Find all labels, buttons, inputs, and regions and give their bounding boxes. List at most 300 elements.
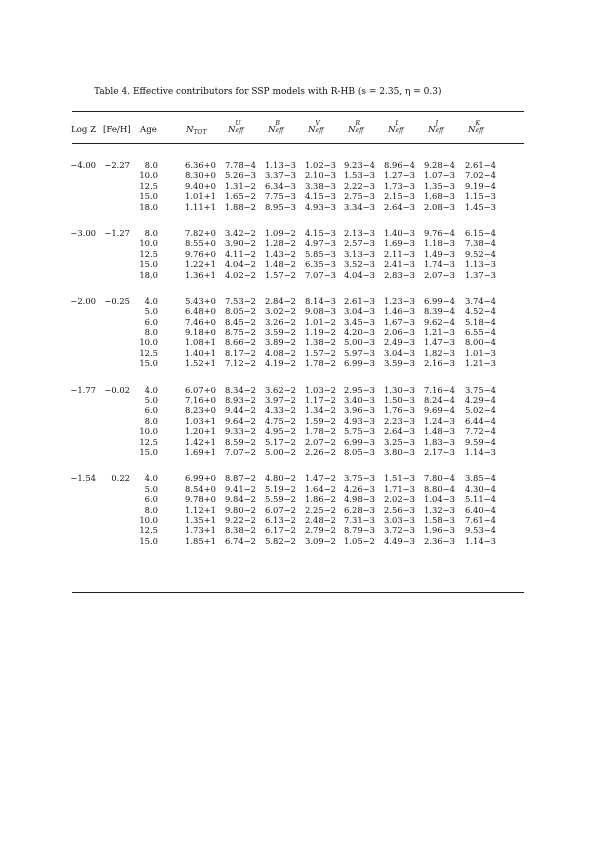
header-neff-sup: V	[315, 120, 320, 127]
table-row	[0, 202, 596, 212]
age-cell: 4.0	[144, 473, 158, 484]
neff-cell: 1.27−3	[384, 170, 415, 181]
ntot-cell: 1.35+1	[185, 514, 216, 525]
table-row	[0, 505, 596, 515]
neff-cell: 3.90−2	[225, 238, 256, 249]
feh-cell: −1.27	[104, 227, 130, 238]
header-neff-base: N	[348, 125, 356, 135]
neff-cell: 9.53−4	[465, 525, 496, 536]
neff-cell: 1.51−3	[384, 473, 415, 484]
ntot-cell: 5.43+0	[185, 295, 216, 306]
table-body	[0, 160, 596, 546]
neff-cell: 5.00−3	[344, 337, 375, 348]
header-neff-0	[228, 120, 244, 135]
ntot-cell: 8.30+0	[185, 170, 216, 181]
neff-cell: 7.16−4	[424, 384, 455, 395]
ntot-cell: 1.03+1	[185, 415, 216, 426]
table-row	[0, 317, 596, 327]
neff-cell: 2.75−3	[344, 191, 375, 202]
feh-cell: −2.27	[104, 160, 130, 170]
neff-cell: 3.03−3	[384, 514, 415, 525]
neff-cell: 6.15−4	[465, 227, 496, 238]
neff-cell: 2.84−2	[265, 295, 296, 306]
neff-cell: 2.15−3	[384, 191, 415, 202]
neff-cell: 2.06−3	[384, 327, 415, 338]
neff-cell: 1.78−2	[305, 358, 336, 369]
neff-cell: 2.83−3	[384, 269, 415, 280]
neff-cell: 7.75−3	[265, 191, 296, 202]
age-cell: 15.0	[139, 191, 158, 202]
neff-cell: 8.87−2	[225, 473, 256, 484]
neff-cell: 9.41−2	[225, 483, 256, 494]
table-row	[0, 405, 596, 415]
age-cell: 5.0	[144, 483, 158, 494]
table-row	[0, 484, 596, 494]
neff-cell: 9.80−2	[225, 504, 256, 515]
neff-cell: 8.00−4	[465, 337, 496, 348]
neff-cell: 9.23−4	[344, 160, 375, 170]
ntot-cell: 1.42+1	[185, 436, 216, 447]
logz-cell: −3.00	[70, 227, 96, 238]
neff-cell: 1.09−2	[265, 227, 296, 238]
neff-cell: 9.84−2	[225, 494, 256, 505]
neff-cell: 6.44−4	[465, 415, 496, 426]
neff-cell: 8.34−2	[225, 384, 256, 395]
header-neff-base: N	[228, 125, 236, 135]
neff-cell: 3.74−4	[465, 295, 496, 306]
neff-cell: 7.12−2	[225, 358, 256, 369]
header-neff-sub: eff	[435, 127, 444, 134]
neff-cell: 1.40−3	[384, 227, 415, 238]
neff-cell: 7.07−2	[225, 446, 256, 457]
age-cell: 5.0	[144, 306, 158, 317]
neff-cell: 8.17−2	[225, 347, 256, 358]
neff-cell: 4.75−2	[265, 415, 296, 426]
header-neff-sup: J	[435, 120, 438, 127]
logz-cell: −4.00	[70, 160, 96, 170]
table-row	[0, 270, 596, 280]
neff-cell: 1.83−3	[424, 436, 455, 447]
neff-cell: 8.66−2	[225, 337, 256, 348]
neff-cell: 3.72−3	[384, 525, 415, 536]
neff-cell: 1.18−3	[424, 238, 455, 249]
neff-cell: 9.64−2	[225, 415, 256, 426]
neff-cell: 2.02−3	[384, 494, 415, 505]
table-group	[0, 296, 596, 369]
header-neff-sub: eff	[235, 127, 244, 134]
neff-cell: 7.07−3	[305, 269, 336, 280]
neff-cell: 8.39−4	[424, 306, 455, 317]
neff-cell: 3.40−3	[344, 395, 375, 406]
neff-cell: 4.80−2	[265, 473, 296, 484]
age-cell: 10.0	[139, 426, 158, 437]
neff-cell: 1.69−3	[384, 238, 415, 249]
neff-cell: 2.13−3	[344, 227, 375, 238]
neff-cell: 9.28−4	[424, 160, 455, 170]
ntot-cell: 1.69+1	[185, 446, 216, 457]
neff-cell: 1.19−2	[305, 327, 336, 338]
neff-cell: 9.52−4	[465, 248, 496, 259]
neff-cell: 2.17−3	[424, 446, 455, 457]
neff-cell: 1.76−3	[384, 405, 415, 416]
neff-cell: 2.48−2	[305, 514, 336, 525]
bottom-rule	[72, 592, 524, 593]
neff-cell: 6.17−2	[265, 525, 296, 536]
neff-cell: 1.23−3	[384, 295, 415, 306]
neff-cell: 9.69−4	[424, 405, 455, 416]
neff-cell: 6.74−2	[225, 535, 256, 546]
table-row	[0, 249, 596, 259]
neff-cell: 1.45−3	[465, 201, 496, 212]
age-cell: 6.0	[144, 494, 158, 505]
header-neff-sub: eff	[475, 127, 484, 134]
neff-cell: 4.11−2	[225, 248, 256, 259]
ntot-cell: 6.99+0	[185, 473, 216, 484]
table-row	[0, 306, 596, 316]
neff-cell: 1.67−3	[384, 316, 415, 327]
header-feh: [Fe/H]	[103, 125, 131, 135]
table-group	[0, 385, 596, 458]
neff-cell: 8.38−2	[225, 525, 256, 536]
neff-cell: 1.05−2	[344, 535, 375, 546]
table-row	[0, 473, 596, 483]
ntot-cell: 6.36+0	[185, 160, 216, 170]
neff-cell: 7.61−4	[465, 514, 496, 525]
table-row	[0, 327, 596, 337]
neff-cell: 1.17−2	[305, 395, 336, 406]
neff-cell: 1.64−2	[305, 483, 336, 494]
age-cell: 8.0	[144, 415, 158, 426]
neff-cell: 3.59−3	[384, 358, 415, 369]
neff-cell: 1.28−2	[265, 238, 296, 249]
table-row	[0, 160, 596, 170]
table-row	[0, 416, 596, 426]
table-group	[0, 160, 596, 212]
age-cell: 15.0	[139, 259, 158, 270]
neff-cell: 4.49−3	[384, 535, 415, 546]
neff-cell: 5.19−2	[265, 483, 296, 494]
age-cell: 18.0	[139, 201, 158, 212]
neff-cell: 2.07−2	[305, 436, 336, 447]
neff-cell: 4.97−3	[305, 238, 336, 249]
header-neff-base: N	[388, 125, 396, 135]
neff-cell: 1.58−3	[424, 514, 455, 525]
neff-cell: 1.86−2	[305, 494, 336, 505]
table-row	[0, 191, 596, 201]
neff-cell: 3.02−2	[265, 306, 296, 317]
age-cell: 6.0	[144, 405, 158, 416]
neff-cell: 3.04−3	[344, 306, 375, 317]
ntot-cell: 1.36+1	[185, 269, 216, 280]
neff-cell: 8.05−2	[225, 306, 256, 317]
header-age: Age	[140, 125, 157, 135]
header-neff-sub: eff	[315, 127, 324, 134]
neff-cell: 1.03−2	[305, 384, 336, 395]
neff-cell: 5.97−3	[344, 347, 375, 358]
table-row	[0, 536, 596, 546]
neff-cell: 1.31−2	[225, 180, 256, 191]
neff-cell: 3.38−3	[305, 180, 336, 191]
neff-cell: 6.99−3	[344, 358, 375, 369]
ntot-cell: 1.85+1	[185, 535, 216, 546]
neff-cell: 7.38−4	[465, 238, 496, 249]
age-cell: 5.0	[144, 395, 158, 406]
neff-cell: 3.85−4	[465, 473, 496, 484]
neff-cell: 3.89−2	[265, 337, 296, 348]
neff-cell: 1.71−3	[384, 483, 415, 494]
table-row	[0, 181, 596, 191]
neff-cell: 4.08−2	[265, 347, 296, 358]
neff-cell: 4.15−3	[305, 227, 336, 238]
neff-cell: 6.07−2	[265, 504, 296, 515]
ntot-cell: 1.20+1	[185, 426, 216, 437]
table-row	[0, 170, 596, 180]
table-caption: Table 4. Effective contributors for SSP models with R-HB (s = 2.35, η = 0.3)	[94, 87, 442, 97]
ntot-cell: 1.08+1	[185, 337, 216, 348]
neff-cell: 8.93−2	[225, 395, 256, 406]
neff-cell: 1.88−2	[225, 201, 256, 212]
neff-cell: 3.80−3	[384, 446, 415, 457]
neff-cell: 8.24−4	[424, 395, 455, 406]
neff-cell: 8.14−3	[305, 295, 336, 306]
neff-cell: 9.08−3	[305, 306, 336, 317]
neff-cell: 2.57−3	[344, 238, 375, 249]
neff-cell: 9.33−2	[225, 426, 256, 437]
table-row	[0, 296, 596, 306]
neff-cell: 1.59−2	[305, 415, 336, 426]
neff-cell: 9.62−4	[424, 316, 455, 327]
header-neff-base: N	[468, 125, 476, 135]
table-group	[0, 228, 596, 280]
ntot-cell: 7.46+0	[185, 316, 216, 327]
age-cell: 12.5	[139, 248, 158, 259]
neff-cell: 3.04−3	[384, 347, 415, 358]
neff-cell: 7.72−4	[465, 426, 496, 437]
neff-cell: 8.95−3	[265, 201, 296, 212]
neff-cell: 5.18−4	[465, 316, 496, 327]
neff-cell: 4.15−3	[305, 191, 336, 202]
neff-cell: 7.02−4	[465, 170, 496, 181]
neff-cell: 8.75−2	[225, 327, 256, 338]
neff-cell: 1.65−2	[225, 191, 256, 202]
neff-cell: 3.75−3	[344, 473, 375, 484]
header-ntot-sub: TOT	[193, 129, 207, 136]
header-neff-5	[428, 120, 444, 135]
header-neff-sub: eff	[275, 127, 284, 134]
neff-cell: 8.80−4	[424, 483, 455, 494]
neff-cell: 8.96−4	[384, 160, 415, 170]
neff-cell: 1.30−3	[384, 384, 415, 395]
neff-cell: 7.78−4	[225, 160, 256, 170]
neff-cell: 9.76−4	[424, 227, 455, 238]
header-neff-base: N	[308, 125, 316, 135]
neff-cell: 1.47−3	[424, 337, 455, 348]
age-cell: 8.0	[144, 327, 158, 338]
ntot-cell: 1.73+1	[185, 525, 216, 536]
logz-cell: −1.54	[70, 473, 96, 484]
neff-cell: 2.25−2	[305, 504, 336, 515]
table-row	[0, 337, 596, 347]
neff-cell: 1.82−3	[424, 347, 455, 358]
age-cell: 15.0	[139, 535, 158, 546]
neff-cell: 9.44−2	[225, 405, 256, 416]
neff-cell: 1.96−3	[424, 525, 455, 536]
header-ntot-base: N	[186, 125, 194, 135]
ntot-cell: 1.01+1	[185, 191, 216, 202]
neff-cell: 2.11−3	[384, 248, 415, 259]
ntot-cell: 9.78+0	[185, 494, 216, 505]
ntot-cell: 1.40+1	[185, 347, 216, 358]
neff-cell: 2.64−3	[384, 201, 415, 212]
neff-cell: 9.22−2	[225, 514, 256, 525]
neff-cell: 1.43−2	[265, 248, 296, 259]
table-row	[0, 238, 596, 248]
neff-cell: 1.37−3	[465, 269, 496, 280]
neff-cell: 2.56−3	[384, 504, 415, 515]
neff-cell: 2.07−3	[424, 269, 455, 280]
neff-cell: 3.34−3	[344, 201, 375, 212]
header-neff-1	[268, 120, 284, 135]
neff-cell: 8.45−2	[225, 316, 256, 327]
age-cell: 12.5	[139, 180, 158, 191]
neff-cell: 5.82−2	[265, 535, 296, 546]
neff-cell: 4.29−4	[465, 395, 496, 406]
table-row	[0, 228, 596, 238]
header-neff-sup: I	[395, 120, 398, 127]
table-row	[0, 259, 596, 269]
neff-cell: 1.73−3	[384, 180, 415, 191]
neff-cell: 5.11−4	[465, 494, 496, 505]
neff-cell: 2.26−2	[305, 446, 336, 457]
neff-cell: 5.00−2	[265, 446, 296, 457]
neff-cell: 4.95−2	[265, 426, 296, 437]
neff-cell: 6.28−3	[344, 504, 375, 515]
neff-cell: 3.97−2	[265, 395, 296, 406]
neff-cell: 2.16−3	[424, 358, 455, 369]
ntot-cell: 1.52+1	[185, 358, 216, 369]
neff-cell: 3.26−2	[265, 316, 296, 327]
neff-cell: 9.59−4	[465, 436, 496, 447]
neff-cell: 1.24−3	[424, 415, 455, 426]
neff-cell: 2.95−3	[344, 384, 375, 395]
neff-cell: 1.04−3	[424, 494, 455, 505]
neff-cell: 4.04−3	[344, 269, 375, 280]
ntot-cell: 1.11+1	[185, 201, 216, 212]
table-row	[0, 348, 596, 358]
neff-cell: 7.31−3	[344, 514, 375, 525]
ntot-cell: 7.82+0	[185, 227, 216, 238]
neff-cell: 6.35−3	[305, 259, 336, 270]
ntot-cell: 6.48+0	[185, 306, 216, 317]
neff-cell: 1.46−3	[384, 306, 415, 317]
neff-cell: 4.33−2	[265, 405, 296, 416]
header-neff-base: N	[268, 125, 276, 135]
table-row	[0, 437, 596, 447]
header-neff-3	[348, 120, 364, 135]
table-row	[0, 525, 596, 535]
neff-cell: 2.79−2	[305, 525, 336, 536]
age-cell: 12.5	[139, 347, 158, 358]
table-row	[0, 426, 596, 436]
neff-cell: 2.61−3	[344, 295, 375, 306]
ntot-cell: 9.76+0	[185, 248, 216, 259]
age-cell: 8.0	[144, 160, 158, 170]
neff-cell: 1.32−3	[424, 504, 455, 515]
header-neff-sup: R	[355, 120, 361, 127]
neff-cell: 1.13−3	[465, 259, 496, 270]
neff-cell: 1.07−3	[424, 170, 455, 181]
neff-cell: 3.13−3	[344, 248, 375, 259]
neff-cell: 2.08−3	[424, 201, 455, 212]
age-cell: 8.0	[144, 227, 158, 238]
neff-cell: 3.96−3	[344, 405, 375, 416]
ntot-cell: 8.55+0	[185, 238, 216, 249]
header-neff-2	[308, 120, 324, 135]
age-cell: 15.0	[139, 446, 158, 457]
neff-cell: 2.10−3	[305, 170, 336, 181]
neff-cell: 4.20−3	[344, 327, 375, 338]
neff-cell: 3.09−2	[305, 535, 336, 546]
neff-cell: 5.02−4	[465, 405, 496, 416]
table-row	[0, 447, 596, 457]
age-cell: 4.0	[144, 295, 158, 306]
age-cell: 18.0	[139, 269, 158, 280]
neff-cell: 3.52−3	[344, 259, 375, 270]
logz-cell: −1.77	[70, 384, 96, 395]
ntot-cell: 8.54+0	[185, 483, 216, 494]
neff-cell: 1.68−3	[424, 191, 455, 202]
table-row	[0, 515, 596, 525]
top-rule	[72, 111, 524, 112]
age-cell: 12.5	[139, 436, 158, 447]
neff-cell: 1.13−3	[265, 160, 296, 170]
neff-cell: 4.93−3	[344, 415, 375, 426]
ntot-cell: 9.18+0	[185, 327, 216, 338]
neff-cell: 1.49−3	[424, 248, 455, 259]
neff-cell: 1.57−2	[265, 269, 296, 280]
neff-cell: 6.34−3	[265, 180, 296, 191]
neff-cell: 2.61−4	[465, 160, 496, 170]
header-ntot	[186, 125, 206, 136]
neff-cell: 3.37−3	[265, 170, 296, 181]
neff-cell: 3.62−2	[265, 384, 296, 395]
age-cell: 10.0	[139, 238, 158, 249]
neff-cell: 1.01−2	[305, 316, 336, 327]
neff-cell: 4.98−3	[344, 494, 375, 505]
ntot-cell: 1.22+1	[185, 259, 216, 270]
age-cell: 10.0	[139, 170, 158, 181]
neff-cell: 7.53−2	[225, 295, 256, 306]
header-neff-base: N	[428, 125, 436, 135]
neff-cell: 6.99−4	[424, 295, 455, 306]
neff-cell: 5.85−3	[305, 248, 336, 259]
neff-cell: 1.02−3	[305, 160, 336, 170]
neff-cell: 6.99−3	[344, 436, 375, 447]
neff-cell: 4.30−4	[465, 483, 496, 494]
ntot-cell: 7.16+0	[185, 395, 216, 406]
neff-cell: 2.22−3	[344, 180, 375, 191]
neff-cell: 1.14−3	[465, 446, 496, 457]
neff-cell: 2.64−3	[384, 426, 415, 437]
neff-cell: 2.36−3	[424, 535, 455, 546]
ntot-cell: 9.40+0	[185, 180, 216, 191]
neff-cell: 3.45−3	[344, 316, 375, 327]
neff-cell: 1.38−2	[305, 337, 336, 348]
table-row	[0, 385, 596, 395]
neff-cell: 1.48−2	[265, 259, 296, 270]
neff-cell: 2.23−3	[384, 415, 415, 426]
age-cell: 4.0	[144, 384, 158, 395]
